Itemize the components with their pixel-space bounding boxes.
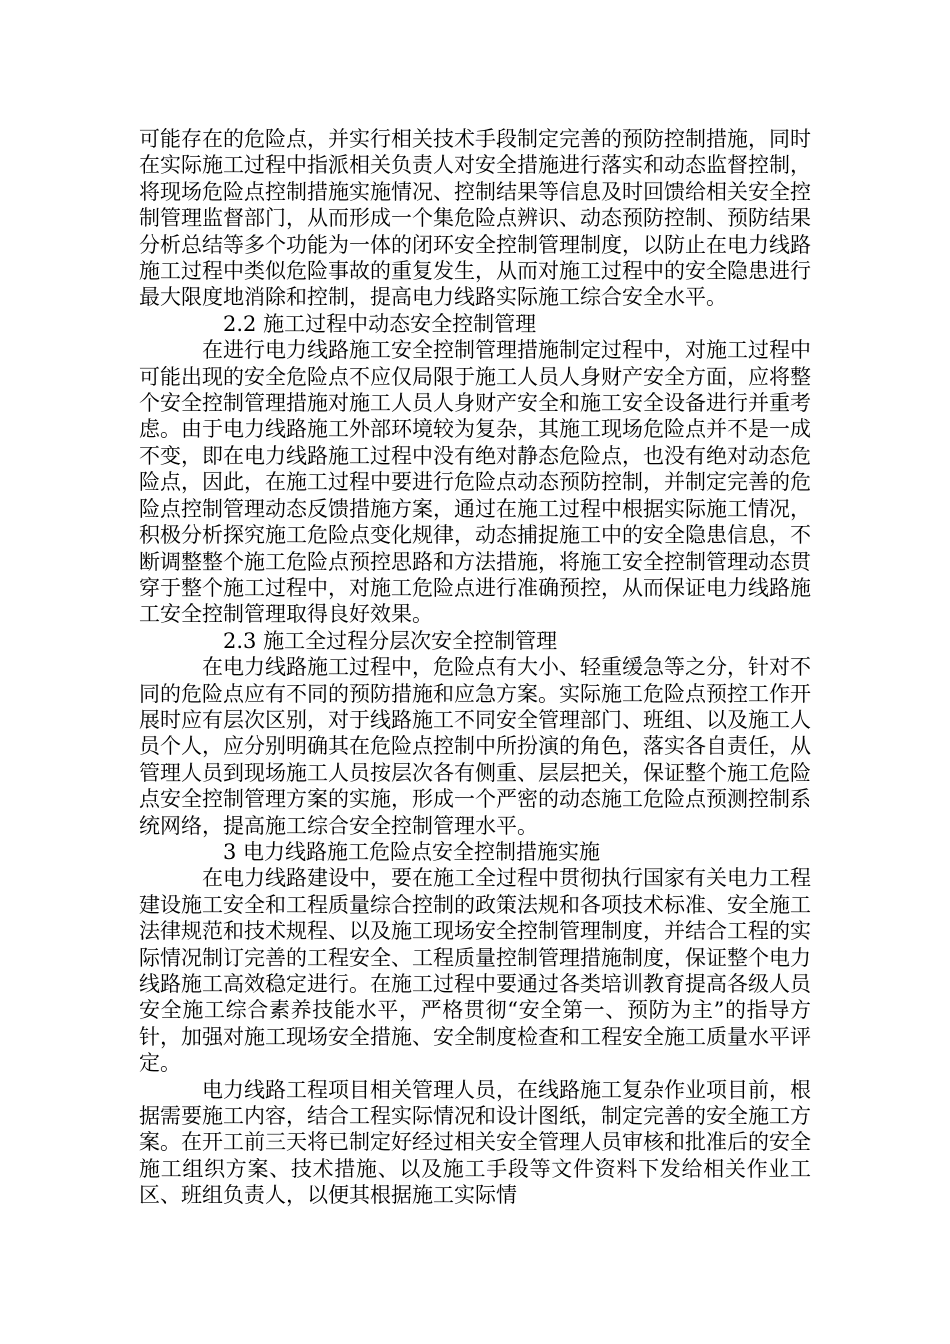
paragraph-layered-safety-control: 在电力线路施工过程中，危险点有大小、轻重缓急等之分，针对不同的危险点应有不同的预防措施和应急方案。实际施工危险点预控工作开展时应有层次区别，对于线路施工不同安全管理部门、班组、以及施工人员个人，应分别明确其在危险点控制中所扮演的角色，落实各自责任，从管理人员到现场施工人员按层次各有侧重、层层把关，保证整个施工危险点安全控制管理方案的实施，形成一个严密的动态施工危险点预测控制系统网络，提高施工综合安全控制管理水平。 — [139, 655, 811, 838]
section-heading-3: 3 电力线路施工危险点安全控制措施实施 — [223, 839, 601, 864]
section-heading-2-2: 2.2 施工过程中动态安全控制管理 — [223, 311, 537, 336]
section-heading-2-3: 2.3 施工全过程分层次安全控制管理 — [223, 628, 558, 653]
document-page — [139, 126, 811, 1209]
paragraph-construction-plan: 电力线路工程项目相关管理人员，在线路施工复杂作业项目前，根据需要施工内容，结合工程实际情况和设计图纸，制定完善的安全施工方案。在开工前三天将已制定好经过相关安全管理人员审核和批准后的安全施工组织方案、技术措施、以及施工手段等文件资料下发给相关作业工区、班组负责人，以便其根据施工实际情 — [139, 1077, 811, 1208]
paragraph-hazard-control-loop: 可能存在的危险点，并实行相关技术手段制定完善的预防控制措施，同时在实际施工过程中指派相关负责人对安全措施进行落实和动态监督控制，将现场危险点控制措施实施情况、控制结果等信息及时回馈给相关安全控制管理监督部门，从而形成一个集危险点辨识、动态预防控制、预防结果分析总结等多个功能为一体的闭环安全控制管理制度，以防止在电力线路施工过程中类似危险事故的重复发生，从而对施工过程中的安全隐患进行最大限度地消除和控制，提高电力线路实际施工综合安全水平。 — [139, 127, 811, 310]
paragraph-dynamic-safety-control: 在进行电力线路施工安全控制管理措施制定过程中，对施工过程中可能出现的安全危险点不应仅局限于施工人员人身财产安全方面，应将整个安全控制管理措施对施工人员人身财产安全和施工安全设备进行并重考虑。由于电力线路施工外部环境较为复杂，其施工现场危险点并不是一成不变，即在电力线路施工过程中没有绝对静态危险点，也没有绝对动态危险点，因此，在施工过程中要进行危险点动态预防控制，并制定完善的危险点控制管理动态反馈措施方案，通过在施工过程中根据实际施工情况，积极分析探究施工危险点变化规律，动态捕捉施工中的安全隐患信息，不断调整整个施工危险点预控思路和方法措施，将施工安全控制管理动态贯穿于整个施工过程中，对施工危险点进行准确预控，从而保证电力线路施工安全控制管理取得良好效果。 — [139, 338, 811, 627]
paragraph-regulations-implementation: 在电力线路建设中，要在施工全过程中贯彻执行国家有关电力工程建设施工安全和工程质量综合控制的政策法规和各项技术标准、安全施工法律规范和技术规程、以及施工现场安全控制管理制度，并结合工程的实际情况制订完善的工程安全、工程质量控制管理措施制度，保证整个电力线路施工高效稳定进行。在施工过程中要通过各类培训教育提高各级人员安全施工综合素养技能水平，严格贯彻“安全第一、预防为主”的指导方针，加强对施工现场安全措施、安全制度检查和工程安全施工质量水平评定。 — [139, 866, 811, 1076]
